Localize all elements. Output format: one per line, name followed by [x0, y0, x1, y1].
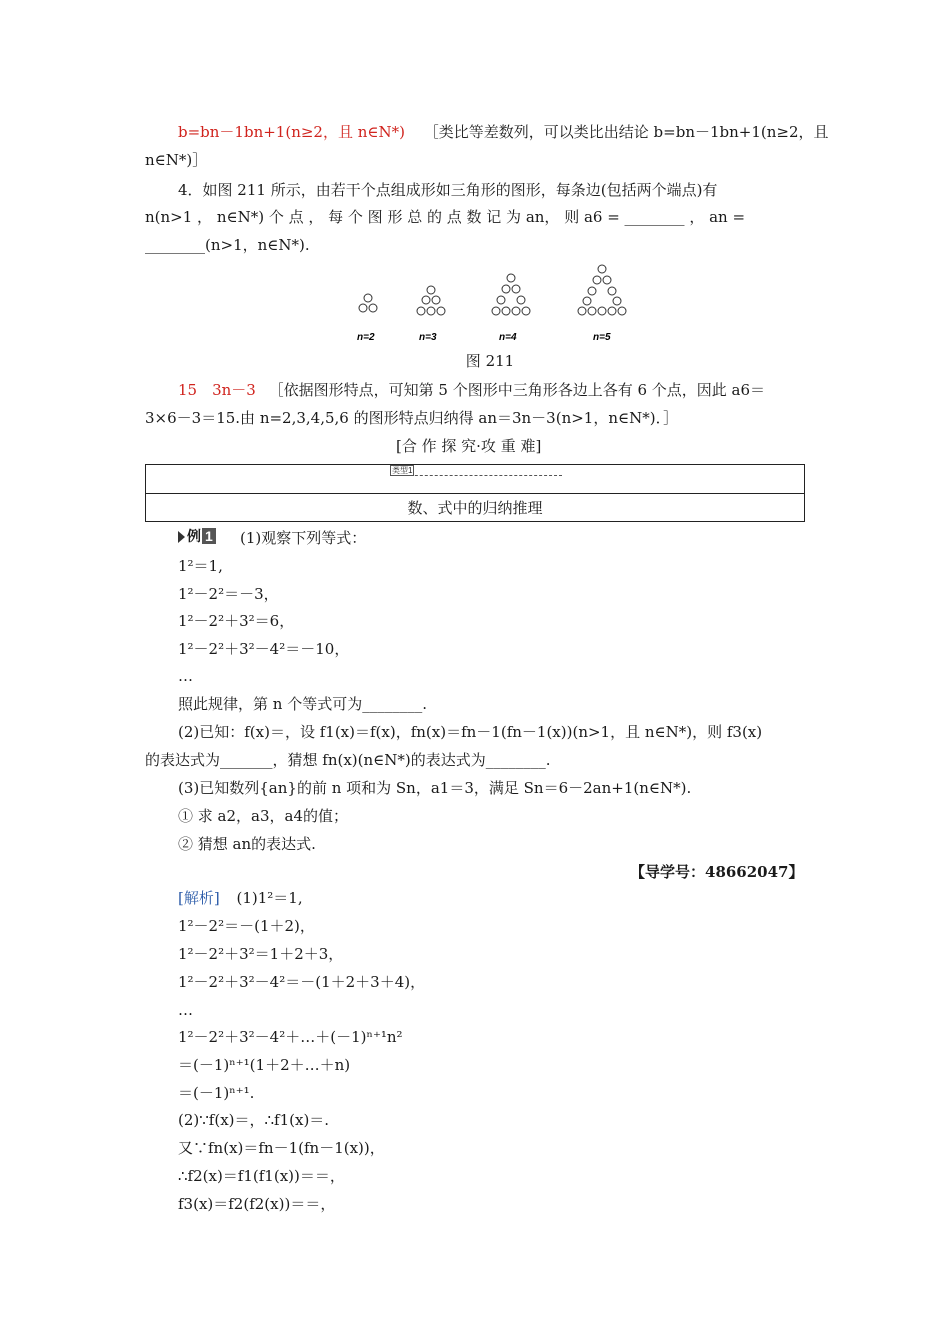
dot — [422, 296, 430, 304]
example-line-6: 照此规律，第 n 个等式可为________. — [178, 695, 427, 713]
dot — [603, 276, 611, 284]
solution-line-1: 1²－2²＋3²＝1＋2＋3， — [178, 945, 344, 963]
dot — [593, 276, 601, 284]
question-4-line-2: n(n>1 ， n∈N*) 个 点 ， 每 个 图 形 总 的 点 数 记 为 an， 则 a6 = ________ ， an = — [145, 208, 746, 226]
answer-4-line-1 — [178, 380, 765, 400]
example-line-9: (3)已知数列{an}的前 n 项和为 Sn，a1＝3，满足 Sn＝6－2an+1(n∈N*). — [178, 779, 692, 797]
type-tag — [390, 465, 562, 476]
example-line-7: (2)已知：f(x)＝，设 f1(x)＝f(x)，fn(x)＝fn－1(fn－1(x))(n>1，且 n∈N*)，则 f3(x) — [178, 723, 763, 741]
figure-caption: 图 211 — [465, 352, 515, 370]
intro-line-2: n∈N*)］ — [145, 151, 208, 169]
dot — [583, 297, 591, 305]
dot — [492, 307, 500, 315]
solution-line-9: ∴f2(x)＝f1(f1(x))＝＝， — [178, 1167, 345, 1185]
answer-4-explanation: ［依据图形特点，可知第 5 个图形中三角形各边上各有 6 个点，因此 a6＝ — [268, 381, 766, 399]
dot — [427, 307, 435, 315]
section-header: [合 作 探 究·攻 重 难] — [396, 437, 542, 455]
example-line-5: … — [178, 667, 193, 685]
dot — [608, 307, 616, 315]
dot — [417, 307, 425, 315]
example-line-4: 1²－2²＋3²－4²＝－10， — [178, 640, 350, 658]
guide-number: 【导学号：48662047】 — [630, 863, 804, 881]
example-line-2: 1²－2²＝－3， — [178, 585, 279, 603]
dot — [588, 307, 596, 315]
dot — [497, 296, 505, 304]
type-tag-label: 类型1 — [392, 466, 413, 475]
example-mark-label: 例 — [187, 528, 201, 544]
example-line-3: 1²－2²＋3²＝6， — [178, 612, 295, 630]
dot — [359, 304, 367, 312]
answer-4-values: 15 3n－3 — [178, 381, 256, 399]
dot — [588, 287, 596, 295]
example-line-11: ② 猜想 an的表达式. — [178, 835, 316, 853]
dot — [437, 307, 445, 315]
solution-line-0: 1²－2²＝－(1＋2)， — [178, 917, 315, 935]
dot — [507, 274, 515, 282]
solution-tag: [解析] — [178, 889, 220, 907]
dot — [598, 265, 606, 273]
intro-explanation: ［类比等差数列，可以类比出结论 b=bn－1bn+1(n≥2，且 — [423, 123, 829, 141]
example-line-1: 1²＝1, — [178, 557, 223, 575]
intro-answer: b=bn－1bn+1(n≥2，且 n∈N*) — [178, 123, 405, 141]
type-box — [145, 464, 805, 522]
dot — [427, 286, 435, 294]
dot — [502, 285, 510, 293]
solution-line-4: 1²－2²＋3²－4²＋…＋(－1)ⁿ⁺¹n² — [178, 1028, 403, 1046]
example-marker — [178, 526, 216, 546]
solution-line-8: 又∵fn(x)＝fn－1(fn－1(x))， — [178, 1139, 385, 1157]
triangle-dots-figure — [345, 262, 635, 354]
solution-line-first — [178, 888, 303, 908]
triangle-icon — [178, 531, 185, 543]
answer-4-line-2: 3×6－3＝15.由 n=2,3,4,5,6 的图形特点归纳得 an＝3n－3(n>1，n∈N*)．］ — [145, 409, 679, 427]
solution-line-5: ＝(－1)ⁿ⁺¹(1＋2＋…＋n) — [178, 1056, 351, 1074]
dot — [512, 285, 520, 293]
dot — [522, 307, 530, 315]
dot — [578, 307, 586, 315]
example-number: 1 — [202, 528, 216, 544]
solution-line-6: ＝(－1)ⁿ⁺¹. — [178, 1084, 255, 1102]
dot — [517, 296, 525, 304]
dot — [369, 304, 377, 312]
dot — [512, 307, 520, 315]
dot — [598, 307, 606, 315]
solution-line-10: f3(x)＝f2(f2(x))＝＝， — [178, 1195, 336, 1213]
figure-label-n3: n=3 — [419, 332, 437, 343]
dot — [618, 307, 626, 315]
type-title: 数、式中的归纳推理 — [407, 499, 543, 517]
type-box-divider — [146, 493, 804, 494]
dot — [613, 297, 621, 305]
solution-line-7: (2)∵f(x)＝，∴f1(x)＝. — [178, 1111, 330, 1129]
intro-line-1 — [178, 122, 829, 142]
figure-label-n5: n=5 — [593, 332, 611, 343]
dot — [432, 296, 440, 304]
solution-line-3: … — [178, 1001, 193, 1019]
question-4-line-1: 4．如图 211 所示，由若干个点组成形如三角形的图形，每条边(包括两个端点)有 — [178, 181, 718, 199]
dot — [502, 307, 510, 315]
figure-label-n2: n=2 — [357, 332, 375, 343]
question-4-line-3: ________(n>1，n∈N*). — [145, 236, 310, 254]
solution-line-2: 1²－2²＋3²－4²＝－(1＋2＋3＋4)， — [178, 973, 426, 991]
dot — [608, 287, 616, 295]
figure-label-n4: n=4 — [499, 332, 517, 343]
solution-first: (1)1²＝1, — [236, 889, 303, 907]
example-line-0: (1)观察下列等式： — [240, 529, 367, 547]
dot — [364, 294, 372, 302]
example-line-10: ① 求 a2，a3，a4的值； — [178, 807, 348, 825]
example-line-8: 的表达式为_______，猜想 fn(x)(n∈N*)的表达式为________. — [145, 751, 551, 769]
